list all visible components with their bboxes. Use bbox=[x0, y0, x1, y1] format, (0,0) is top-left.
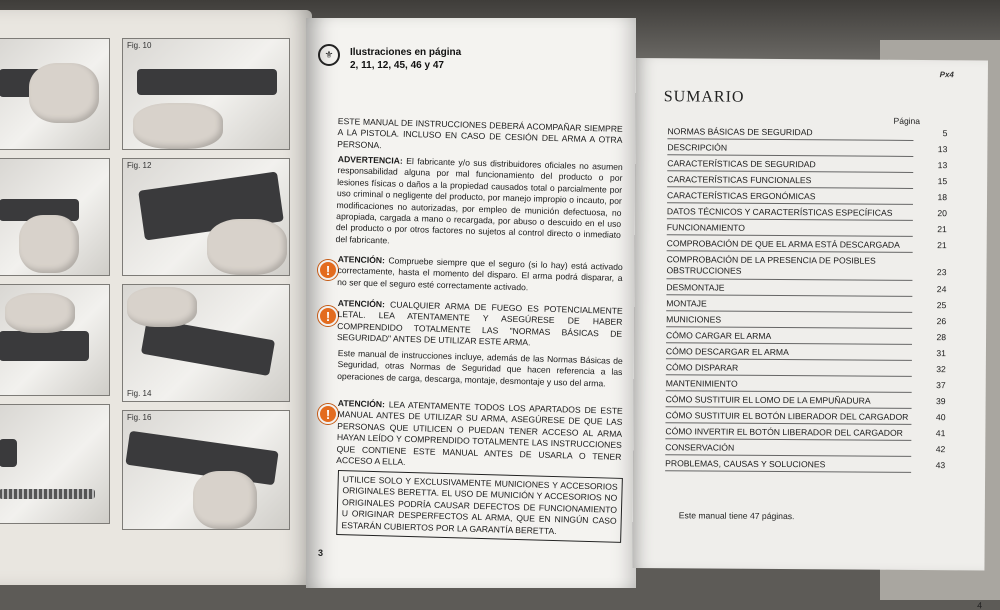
toc-entry: CÓMO CARGAR EL ARMA 28 bbox=[666, 330, 947, 343]
warning-icon: ! bbox=[318, 404, 338, 424]
hand-shape bbox=[5, 293, 75, 333]
atencion-text-3: LEA ATENTAMENTE TODOS LOS APARTADOS DE ESTE MANUAL ANTES DE UTILIZAR SU ARMA, ASEGÚRESE DE QUE LAS PERSONAS QUE UTILICEN O PUEDAN TENER ACCESO AL ARMA HAYAN LEÍDO Y COMPRENDIDO TOTALMENTE LAS INSTRUCCIONES QUE CONTIENE ESTE MANUAL ANTES DE USARLA O TENER ACCESO A ELLA. bbox=[336, 399, 623, 467]
toc-entry: DESCRIPCIÓN 13 bbox=[667, 142, 948, 155]
right-page bbox=[632, 58, 988, 610]
atencion-label: ATENCIÓN: bbox=[337, 298, 386, 310]
toc-divider bbox=[666, 294, 912, 297]
toc-entry: FUNCIONAMIENTO 21 bbox=[666, 222, 947, 235]
toc-entry: COMPROBACIÓN DE QUE EL ARMA ESTÁ DESCARGADA 21 bbox=[666, 238, 947, 251]
toc-divider bbox=[666, 326, 912, 329]
left-page bbox=[0, 10, 312, 585]
illustrations-pages: 2, 11, 12, 45, 46 y 47 bbox=[350, 60, 444, 71]
beretta-logo-icon: ⚜ bbox=[318, 44, 340, 66]
hand-shape bbox=[207, 219, 287, 275]
toc-entry: PROBLEMAS, CAUSAS Y SOLUCIONES 43 bbox=[665, 458, 946, 471]
pistol-shape bbox=[137, 69, 277, 95]
photo-fig-14 bbox=[122, 284, 290, 402]
atencion-text-1: Compruebe siempre que el seguro (si lo hay) está activado correctamente, hasta el momento del disparo. El arma podrá disparar, a no ser que el seguro esté correctamente activado. bbox=[337, 255, 623, 293]
toc-entry: CARACTERÍSTICAS DE SEGURIDAD 13 bbox=[667, 158, 948, 171]
atencion-paragraph-1 bbox=[337, 254, 623, 296]
page-number: 3 bbox=[318, 548, 324, 558]
toc-entry: MUNICIONES 26 bbox=[666, 314, 947, 327]
photo-fig-15 bbox=[0, 404, 110, 524]
toc-divider bbox=[667, 170, 913, 173]
toc-entry: CÓMO INVERTIR EL BOTÓN LIBERADOR DEL CARGADOR 41 bbox=[665, 426, 946, 439]
table-of-contents bbox=[665, 126, 948, 471]
page-count-note: Este manual tiene 47 páginas. bbox=[678, 510, 795, 522]
hand-shape bbox=[29, 63, 99, 123]
advertencia-label: ADVERTENCIA: bbox=[337, 154, 403, 166]
toc-entry: COMPROBACIÓN DE LA PRESENCIA DE POSIBLES OBSTRUCCIONES 23 bbox=[666, 254, 947, 278]
toc-entry: NORMAS BÁSICAS DE SEGURIDAD 5 bbox=[667, 126, 948, 139]
toc-divider bbox=[666, 310, 912, 313]
toc-entry: CÓMO SUSTITUIR EL LOMO DE LA EMPUÑADURA 39 bbox=[665, 394, 946, 407]
hand-shape bbox=[133, 103, 223, 149]
illustrations-title: Ilustraciones en página bbox=[350, 47, 462, 58]
advertencia-paragraph bbox=[335, 154, 622, 253]
toc-divider bbox=[666, 358, 912, 361]
toc-divider bbox=[666, 342, 912, 345]
toc-divider bbox=[667, 218, 913, 221]
sumario-title: SUMARIO bbox=[663, 88, 745, 106]
atencion-paragraph-3 bbox=[336, 398, 623, 474]
toc-divider bbox=[667, 234, 913, 237]
toc-divider bbox=[665, 470, 911, 473]
photo-fig-16 bbox=[122, 410, 290, 530]
photo-fig-9 bbox=[0, 38, 110, 150]
atencion-label: ATENCIÓN: bbox=[337, 398, 386, 410]
toc-divider bbox=[666, 278, 912, 281]
part-shape bbox=[0, 439, 17, 467]
toc-entry: CONSERVACIÓN 42 bbox=[665, 442, 946, 455]
pagina-column-header: Página bbox=[893, 115, 921, 126]
manual-includes-paragraph: Este manual de instrucciones incluye, además de las Normas Básicas de Seguridad, otras Normas de Seguridad que hacen referencia a las operaciones de carga, descarga, montaje, desmontaje y uso del arma. bbox=[337, 348, 623, 389]
spring-shape bbox=[0, 489, 95, 499]
toc-entry: DESMONTAJE 24 bbox=[666, 282, 947, 295]
toc-entry: MANTENIMIENTO 37 bbox=[665, 378, 946, 391]
toc-entry: CÓMO DESCARGAR EL ARMA 31 bbox=[665, 346, 946, 359]
hand-shape bbox=[127, 287, 197, 327]
toc-entry: MONTAJE 25 bbox=[666, 298, 947, 311]
toc-divider bbox=[667, 202, 913, 205]
toc-divider bbox=[665, 454, 911, 457]
toc-entry: CARACTERÍSTICAS FUNCIONALES 15 bbox=[667, 174, 948, 187]
toc-entry: CÓMO DISPARAR 32 bbox=[665, 362, 946, 375]
manual-notice: ESTE MANUAL DE INSTRUCCIONES DEBERÁ ACOMPAÑAR SIEMPRE A LA PISTOLA. INCLUSO EN CASO DE CESIÓN DEL ARMA A OTRA PERSONA. bbox=[337, 116, 623, 151]
advertencia-text: El fabricante y/o sus distribuidores oficiales no asumen responsabilidad alguna por mal funcionamiento del producto o por lesiones físicas o daños a la propiedad causados total o parcialmente por uso criminal o negligente del producto, por manejo impropio o incauto, por modificaciones no autorizadas, por empleo de munición defectuosa, no apropiada, cargada a mano o recargada, por abuso o descuido en el uso del producto o por otros factores no sujetos al control directo o inmediato del fabricante. bbox=[335, 155, 623, 246]
toc-divider bbox=[666, 374, 912, 377]
toc-entry: DATOS TÉCNICOS Y CARACTERÍSTICAS ESPECÍFICAS 20 bbox=[666, 206, 947, 219]
middle-page bbox=[306, 18, 636, 588]
toc-divider bbox=[665, 422, 911, 425]
toc-divider bbox=[667, 250, 913, 253]
atencion-text-2: CUALQUIER ARMA DE FUEGO ES POTENCIALMENTE LETAL. LEA ATENTAMENTE Y ASEGÚRESE DE HABER COMPRENDIDO TOTALMENTE LAS "NORMAS BÁSICAS DE SEGURIDAD" ANTES DE UTILIZAR ESTE ARMA. bbox=[336, 299, 623, 348]
toc-divider bbox=[667, 186, 913, 189]
warning-icon: ! bbox=[318, 260, 338, 280]
pistol-shape bbox=[0, 331, 89, 361]
toc-divider bbox=[666, 406, 912, 409]
atencion-label: ATENCIÓN: bbox=[337, 254, 386, 266]
atencion-paragraph-2 bbox=[337, 298, 623, 352]
px4-brand-logo: Px4 bbox=[939, 70, 954, 80]
hand-shape bbox=[19, 215, 79, 273]
photo-fig-10 bbox=[122, 38, 290, 150]
original-ammo-box: UTILICE SOLO Y EXCLUSIVAMENTE MUNICIONES Y ACCESORIOS ORIGINALES BERETTA. EL USO DE MUNICIÓN Y ACCESORIOS NO ORIGINALES PODRÍA CAUSAR DEFECTOS DE FUNCIONAMIENTO U ORIGINAR DESPERFECTOS AL ARMA, QUE EN NINGÚN CASO ESTARÁN CUBIERTOS POR LA GARANTÍA BERETTA. bbox=[336, 470, 623, 543]
fig-label: Fig. 10 bbox=[127, 41, 152, 50]
toc-entry: CARACTERÍSTICAS ERGONÓMICAS 18 bbox=[667, 190, 948, 203]
hand-shape bbox=[193, 471, 257, 529]
fig-label: Fig. 14 bbox=[127, 389, 152, 398]
toc-divider bbox=[665, 438, 911, 441]
toc-divider bbox=[667, 138, 913, 141]
page-number: 4 bbox=[977, 600, 983, 610]
toc-divider bbox=[666, 390, 912, 393]
photo-fig-11 bbox=[0, 158, 110, 276]
toc-entry: CÓMO SUSTITUIR EL BOTÓN LIBERADOR DEL CARGADOR 40 bbox=[665, 410, 946, 423]
photo-fig-13 bbox=[0, 284, 110, 396]
toc-divider bbox=[667, 154, 913, 157]
fig-label: Fig. 12 bbox=[127, 161, 152, 170]
warning-icon: ! bbox=[318, 306, 338, 326]
fig-label: Fig. 16 bbox=[127, 413, 152, 422]
photo-fig-12 bbox=[122, 158, 290, 276]
